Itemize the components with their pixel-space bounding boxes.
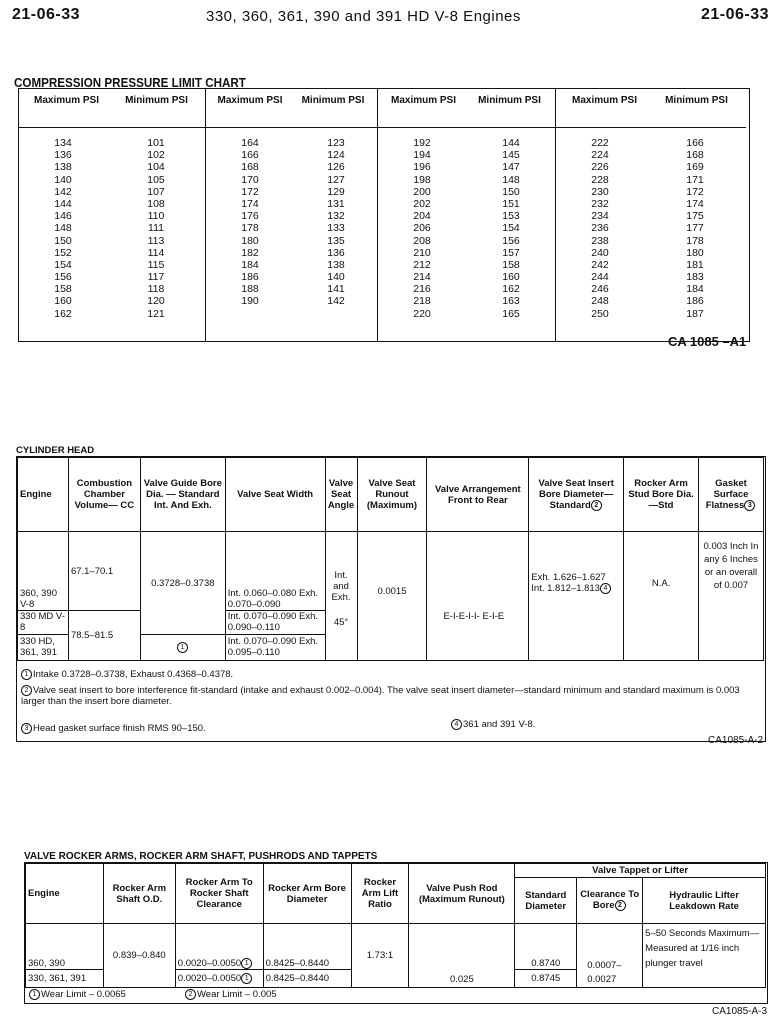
psi-value: 138 <box>54 161 72 174</box>
std-diameter-cell: 0.8740 <box>515 924 577 970</box>
col-shaft-clearance: Rocker Arm To Rocker Shaft Clearance <box>175 864 263 924</box>
psi-value: 184 <box>241 258 259 271</box>
max-psi-header: Maximum PSI <box>33 95 100 106</box>
psi-value: 144 <box>502 137 520 149</box>
psi-value: 244 <box>591 271 609 284</box>
psi-value: 108 <box>147 197 165 210</box>
max-psi-column <box>33 137 93 320</box>
col-shaft-od: Rocker Arm Shaft O.D. <box>103 864 175 924</box>
rocker-section <box>24 862 768 1004</box>
psi-value: 198 <box>413 173 431 186</box>
psi-value: 133 <box>327 222 345 235</box>
psi-value: 194 <box>413 149 431 162</box>
psi-value: 172 <box>241 185 259 198</box>
psi-value: 236 <box>591 222 609 235</box>
col-engine: Engine <box>26 864 104 924</box>
psi-value: 127 <box>327 173 345 186</box>
psi-value: 163 <box>502 295 520 308</box>
col-engine: Engine <box>18 458 69 532</box>
compression-group-header <box>556 89 746 128</box>
rocker-section-title: VALVE ROCKER ARMS, ROCKER ARM SHAFT, PUSHRODS AND TAPPETS <box>24 851 378 862</box>
compression-chart <box>18 88 750 342</box>
psi-value: 160 <box>502 271 520 284</box>
psi-value: 138 <box>327 258 345 271</box>
psi-value: 183 <box>686 271 704 284</box>
psi-value: 156 <box>54 271 72 284</box>
psi-value: 114 <box>147 246 165 259</box>
cylinder-head-code: CA1085-A-2 <box>708 735 764 746</box>
psi-value: 118 <box>147 283 165 296</box>
psi-value: 216 <box>413 283 431 296</box>
psi-value: 224 <box>591 149 609 162</box>
cylinder-head-section <box>16 456 766 742</box>
psi-value: 212 <box>413 258 431 271</box>
psi-value: 150 <box>54 234 72 247</box>
psi-value: 234 <box>591 210 609 223</box>
col-lift-ratio: Rocker Arm Lift Ratio <box>351 864 409 924</box>
runout-cell: 0.0015 <box>357 532 427 661</box>
psi-value: 180 <box>241 234 259 247</box>
footnote-4: 4 361 and 391 V-8. <box>451 719 651 730</box>
push-rod-cell: 0.025 <box>409 924 515 988</box>
volume-cell: 78.5–81.5 <box>68 610 140 660</box>
psi-value: 240 <box>591 246 609 259</box>
psi-value: 148 <box>502 173 520 186</box>
psi-value: 152 <box>54 246 72 259</box>
psi-value: 157 <box>502 246 520 259</box>
col-insert-bore: Valve Seat Insert Bore Diameter— Standard 2 <box>529 458 624 532</box>
engine-cell: 360, 390 <box>26 924 104 970</box>
psi-value: 165 <box>502 307 520 320</box>
arrangement-cell: E-I-E-I-I- E-I-E <box>427 532 529 661</box>
insert-bore-cell: Exh. 1.626–1.627 Int. 1.812–1.813 4 <box>529 532 624 661</box>
psi-value: 176 <box>241 210 259 223</box>
psi-value: 226 <box>591 161 609 174</box>
compression-group <box>377 89 556 341</box>
footnote-marker-3: 3 <box>21 723 32 734</box>
seat-width-cell: Int. 0.060–0.080 Exh. 0.070–0.090 <box>225 532 325 610</box>
psi-value: 184 <box>686 283 704 296</box>
compression-group <box>19 89 205 341</box>
col-clearance-to-bore: Clearance To Bore 2 <box>577 878 643 924</box>
rocker-section-code: CA1085-A-3 <box>712 1006 768 1017</box>
psi-value: 166 <box>241 149 259 162</box>
psi-value: 104 <box>147 161 165 174</box>
psi-value: 246 <box>591 283 609 296</box>
clear-bore-cell: 0.0007– 0.0027 <box>577 924 643 988</box>
psi-value: 248 <box>591 295 609 308</box>
psi-value: 102 <box>147 149 165 162</box>
footnote-marker-1: 1 <box>241 973 252 984</box>
min-psi-header: Minimum PSI <box>125 95 188 106</box>
psi-value: 111 <box>148 222 164 235</box>
psi-value: 136 <box>54 149 72 162</box>
bore-cell: 0.8425–0.8440 <box>263 970 351 988</box>
psi-value: 166 <box>686 137 704 149</box>
col-seat-width: Valve Seat Width <box>225 458 325 532</box>
col-stud-bore: Rocker Arm Stud Bore Dia.—Std <box>624 458 699 532</box>
psi-value: 186 <box>241 271 259 284</box>
psi-value: 150 <box>502 185 520 198</box>
psi-value: 146 <box>54 210 72 223</box>
psi-value: 160 <box>54 295 72 308</box>
min-psi-column <box>665 137 725 320</box>
psi-value: 168 <box>686 149 704 162</box>
max-psi-column <box>392 137 452 320</box>
psi-value: 196 <box>413 161 431 174</box>
psi-value: 162 <box>54 307 72 320</box>
psi-value: 218 <box>413 295 431 308</box>
footnote-marker-2: 2 <box>591 500 602 511</box>
psi-value: 174 <box>241 197 259 210</box>
footnote-marker-2: 2 <box>21 685 32 696</box>
psi-value: 154 <box>502 222 520 235</box>
clearance-cell: 0.0020–0.0050 1 <box>175 924 263 970</box>
min-psi-header: Minimum PSI <box>478 95 541 106</box>
psi-value: 141 <box>327 283 345 296</box>
psi-value: 168 <box>241 161 259 174</box>
psi-value: 101 <box>147 137 165 149</box>
compression-group-header <box>378 89 556 128</box>
engine-cell: 330 MD V-8 <box>18 610 69 634</box>
seat-angle-degrees: 45° <box>333 617 349 629</box>
psi-value: 204 <box>413 210 431 223</box>
psi-value: 110 <box>147 210 165 223</box>
min-psi-column <box>306 137 366 308</box>
psi-value: 148 <box>54 222 72 235</box>
flatness-cell: 0.003 Inch In any 6 Inches or an overall of 0.007 <box>698 532 763 661</box>
compression-chart-title: COMPRESSION PRESSURE LIMIT CHART <box>14 76 246 90</box>
psi-value: 242 <box>591 258 609 271</box>
guide-bore-footnote-cell <box>140 634 225 660</box>
psi-value: 210 <box>413 246 431 259</box>
psi-value: 208 <box>413 234 431 247</box>
footnote-1: 1 Intake 0.3728–0.3738, Exhaust 0.4368–0.4378. <box>21 669 761 680</box>
col-standard-diameter: Standard Diameter <box>515 878 577 924</box>
psi-value: 187 <box>686 307 704 320</box>
psi-value: 170 <box>241 173 259 186</box>
compression-group-header <box>19 89 205 128</box>
col-seat-angle: Valve Seat Angle <box>325 458 357 532</box>
max-psi-header: Maximum PSI <box>390 95 457 106</box>
engine-cell: 330 HD, 361, 391 <box>18 634 69 660</box>
psi-value: 186 <box>686 295 704 308</box>
psi-value: 121 <box>147 307 165 320</box>
psi-value: 202 <box>413 197 431 210</box>
footnote-marker-3: 3 <box>744 500 755 511</box>
psi-value: 250 <box>591 307 609 320</box>
page-number-right: 21-06-33 <box>700 6 769 23</box>
cylinder-head-title: CYLINDER HEAD <box>16 445 95 456</box>
psi-value: 134 <box>54 137 72 149</box>
min-psi-column <box>481 137 541 320</box>
bore-cell: 0.8425–0.8440 <box>263 924 351 970</box>
volume-cell: 67.1–70.1 <box>68 532 140 610</box>
guide-bore-cell: 0.3728–0.3738 <box>140 532 225 634</box>
psi-value: 158 <box>502 258 520 271</box>
psi-value: 156 <box>502 234 520 247</box>
clearance-cell: 0.0020–0.0050 1 <box>175 970 263 988</box>
engine-cell: 360, 390 V-8 <box>18 532 69 610</box>
psi-value: 192 <box>413 137 431 149</box>
compression-group <box>205 89 378 341</box>
min-psi-column <box>126 137 186 320</box>
footnote-2: 2 Valve seat insert to bore interference fit-standard (intake and exhaust 0.002–0.004). The valve seat insert diameter—standard minimum and standard maximum is 0.003 larger than the insert bore diameter. <box>21 685 740 708</box>
psi-value: 105 <box>147 173 165 186</box>
psi-value: 123 <box>327 137 345 149</box>
footnote-marker-4: 4 <box>451 719 462 730</box>
psi-value: 120 <box>147 295 165 308</box>
shaft-od-cell: 0.839–0.840 <box>103 924 175 988</box>
psi-value: 151 <box>502 197 520 210</box>
psi-value: 117 <box>147 271 165 284</box>
footnote-marker-1: 1 <box>21 669 32 680</box>
psi-value: 178 <box>241 222 259 235</box>
psi-value: 180 <box>686 246 704 259</box>
max-psi-header: Maximum PSI <box>217 95 283 106</box>
col-push-rod: Valve Push Rod (Maximum Runout) <box>409 864 515 924</box>
compression-group <box>555 89 746 341</box>
psi-value: 238 <box>591 234 609 247</box>
psi-value: 142 <box>327 295 345 308</box>
max-psi-header: Maximum PSI <box>571 95 638 106</box>
psi-value: 230 <box>591 185 609 198</box>
compression-chart-code: CA 1085 –A1 <box>668 334 747 349</box>
psi-value: 124 <box>327 149 345 162</box>
psi-value: 154 <box>54 258 72 271</box>
psi-value: 162 <box>502 283 520 296</box>
lift-ratio-cell: 1.73:1 <box>351 924 409 988</box>
psi-value: 147 <box>502 161 520 174</box>
std-diameter-cell: 0.8745 <box>515 970 577 988</box>
psi-value: 177 <box>686 222 704 235</box>
seat-width-cell: Int. 0.070–0.090 Exh. 0.090–0.110 <box>225 610 325 634</box>
footnote-marker-2: 2 <box>185 989 196 1000</box>
leakdown-cell: 5–50 Seconds Maximum—Measured at 1/16 inch plunger travel <box>643 924 766 988</box>
stud-bore-cell: N.A. <box>624 532 699 661</box>
psi-value: 228 <box>591 173 609 186</box>
max-psi-column <box>570 137 630 320</box>
group-tappet-lifter: Valve Tappet or Lifter <box>515 864 766 878</box>
rocker-table <box>25 863 766 988</box>
psi-value: 232 <box>591 197 609 210</box>
col-seat-runout: Valve Seat Runout (Maximum) <box>357 458 427 532</box>
psi-value: 220 <box>413 307 431 320</box>
footnote-marker-1: 1 <box>177 642 188 653</box>
psi-value: 135 <box>327 234 345 247</box>
psi-value: 214 <box>413 271 431 284</box>
rocker-footnote-2: 2 Wear Limit – 0.005 <box>185 989 277 1000</box>
compression-group-header <box>206 89 378 128</box>
psi-value: 132 <box>327 210 345 223</box>
col-leakdown-rate: Hydraulic Lifter Leakdown Rate <box>643 878 766 924</box>
psi-value: 144 <box>54 197 72 210</box>
psi-value: 222 <box>591 137 609 149</box>
footnote-3: 3 Head gasket surface finish RMS 90–150. <box>21 723 421 734</box>
psi-value: 171 <box>686 173 704 186</box>
psi-value: 129 <box>327 185 345 198</box>
psi-value: 126 <box>327 161 345 174</box>
page-title: 330, 360, 361, 390 and 391 HD V-8 Engines <box>206 8 521 25</box>
footnote-marker-4: 4 <box>600 583 611 594</box>
psi-value: 142 <box>54 185 72 198</box>
psi-value: 174 <box>686 197 704 210</box>
psi-value: 182 <box>241 246 259 259</box>
seat-width-cell: Int. 0.070–0.090 Exh. 0.095–0.110 <box>225 634 325 660</box>
footnote-marker-1: 1 <box>29 989 40 1000</box>
footnote-marker-2: 2 <box>615 900 626 911</box>
psi-value: 172 <box>686 185 704 198</box>
psi-value: 107 <box>147 185 165 198</box>
rocker-footnote-1: 1 Wear Limit – 0.0065 <box>29 989 126 1000</box>
psi-value: 140 <box>327 271 345 284</box>
engine-cell: 330, 361, 391 <box>26 970 104 988</box>
psi-value: 164 <box>241 137 259 149</box>
page-number-left: 21-06-33 <box>12 6 81 23</box>
psi-value: 115 <box>147 258 165 271</box>
psi-value: 200 <box>413 185 431 198</box>
psi-value: 140 <box>54 173 72 186</box>
psi-value: 113 <box>147 234 165 247</box>
psi-value: 175 <box>686 210 704 223</box>
max-psi-column <box>220 137 280 308</box>
psi-value: 136 <box>327 246 345 259</box>
col-flatness: Gasket Surface Flatness 3 <box>698 458 763 532</box>
min-psi-header: Minimum PSI <box>665 95 728 106</box>
footnote-marker-1: 1 <box>241 958 252 969</box>
psi-value: 158 <box>54 283 72 296</box>
seat-angle-value: Int. and Exh. <box>331 570 351 604</box>
col-chamber-volume: Combustion Chamber Volume— CC <box>68 458 140 532</box>
min-psi-header: Minimum PSI <box>301 95 365 106</box>
psi-value: 188 <box>241 283 259 296</box>
psi-value: 206 <box>413 222 431 235</box>
col-arrangement: Valve Arrangement Front to Rear <box>427 458 529 532</box>
psi-value: 190 <box>241 295 259 308</box>
psi-value: 153 <box>502 210 520 223</box>
seat-angle-cell <box>325 532 357 661</box>
psi-value: 131 <box>327 197 345 210</box>
col-guide-bore: Valve Guide Bore Dia. — Standard Int. And Exh. <box>140 458 225 532</box>
psi-value: 169 <box>686 161 704 174</box>
psi-value: 145 <box>502 149 520 162</box>
psi-value: 178 <box>686 234 704 247</box>
cylinder-head-table <box>17 457 764 661</box>
col-bore-diameter: Rocker Arm Bore Diameter <box>263 864 351 924</box>
psi-value: 181 <box>686 258 704 271</box>
